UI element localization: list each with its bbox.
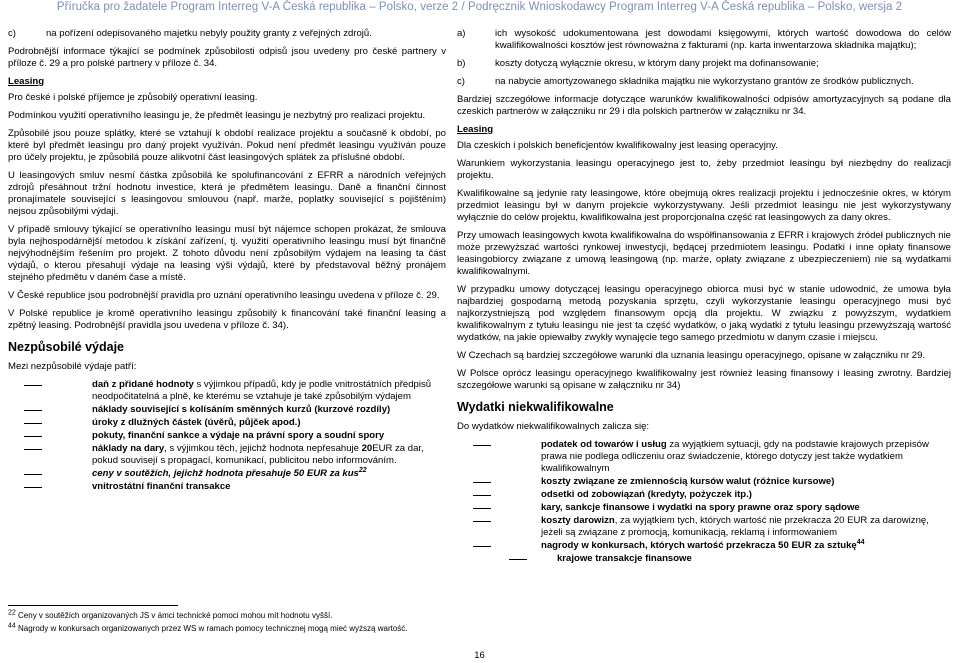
left-column-czech (8, 28, 446, 494)
leasing-heading: Leasing (457, 124, 494, 135)
item-marker: b) (457, 58, 466, 69)
footnote: $^{22}$ Ceny v soutěžích organizovaných JS v ámci technické pomoci mohou mít hodnotu vyšší. (8, 609, 333, 620)
paragraph: V Polské republice je kromě operativního leasingu způsobilý k financování také finanční leasing a zpětný leasing. Podrobnější pravidla jsou uvedena v příloze č. 34). (8, 308, 446, 331)
footnotes (8, 609, 708, 635)
list-item: ceny v soutěžích, jejichž hodnota přesahuje 50 EUR za kus$^{22}$ (8, 468, 446, 480)
paragraph: Bardziej szczegółowe informacje dotyczące warunków kwalifikowalności odpisów amortyzacyjnych są podane dla czeskich partnerów w załączniku nr 29 i dla polskich partnerów w załączniku nr 34. (457, 94, 951, 117)
paragraph: U leasingových smluv nesmí částka způsobilá ke spolufinancování z EFRR a národních veřejných zdrojů přesáhnout tržní hodnotu investice, která je předmětem leasingu. Daně a finanční činnost pronajímatele související s leasingovou smlouvou (např. marže, poplatky související s pojištěním) nejsou způsobilými výdaji. (8, 170, 446, 217)
list-item: koszty darowizn, za wyjątkiem tych, których wartość nie przekracza 20 EUR za darowiznę, jeżeli są związane z promocją, komunikacją, reklamą i informowaniem (457, 515, 951, 539)
paragraph: W przypadku umowy dotyczącej leasingu operacyjnego obiorca musi być w stanie udowodnić, że umowa była najbardziej gospodarną metodą pozyskania sprzętu, czyli wykorzystanie leasingu operacyjnego musi być najkorzystniejszą pod względem finansowym opcją dla projektu. W związku z powyższym, wydatkiem kwalifikowalnym z tytułu leasingu nie jest ta część wydatków, o jaką wydatki z tytułu leasingu przewyższają wartość wydatków, na jakie opiewałby zwykły wynajęcie tego samego przedmiotu w danym czasie i miejscu. (457, 284, 951, 343)
right-column-polish (457, 28, 951, 566)
ineligible-expenses-list (457, 439, 951, 565)
list-item: koszty związane ze zmiennością kursów walut (różnice kursowe) (457, 476, 951, 488)
item-marker: a) (457, 28, 466, 39)
paragraph: V případě smlouvy týkající se operativního leasingu musí být nájemce schopen prokázat, že smlouva byla nejhospodárnější metodou k získání zařízení, tj. využití operativního leasingu musí být finančně nejvýhodnějším řešením pro projekt. Z tohoto důvodu není způsobilým výdajem na leasing ta část výdajů, o kterou přesahují výdaje na leasing výši výdajů, které by představoval běžný pronájem stejného předmětu v daném čase a místě. (8, 224, 446, 283)
paragraph: Mezi nezpůsobilé výdaje patří: (8, 361, 137, 372)
list-item: krajowe transakcje finansowe (457, 553, 951, 565)
list-item: odsetki od zobowiązań (kredyty, pożyczek itp.) (457, 489, 951, 501)
condition-item-c (457, 76, 951, 88)
list-item: náklady na dary, s výjimkou těch, jejichž hodnota nepřesahuje 20EUR za dar, pokud souvisejí s propagací, komunikací, publicitou nebo informováním. (8, 443, 446, 467)
condition-item-a (457, 28, 951, 52)
section-heading: Nezpůsobilé výdaje (8, 340, 125, 354)
footnote-ref[interactable]: 22 (358, 466, 367, 474)
paragraph: Warunkiem wykorzystania leasingu operacyjnego jest to, żeby przedmiot leasingu był niezbędny do realizacji projektu. (457, 158, 951, 181)
item-text: koszty dotyczą wyłącznie okresu, w którym dany projekt ma dofinansowanie; (495, 58, 819, 69)
paragraph: Podrobnější informace týkající se podmínek způsobilosti odpisů jsou uvedeny pro české partnery v příloze č. 29 a pro polské partnery v příloze č. 34. (8, 46, 446, 69)
paragraph: Do wydatków niekwalifikowalnych zalicza się: (457, 421, 650, 432)
paragraph: Kwalifikowalne są jedynie raty leasingowe, które obejmują okres realizacji projektu i jednocześnie okres, w którym przedmiot leasingu był w danym projekcie wykorzystywany. Jeśli przedmiot leasingu nie jest wykorzystywany wyłącznie do celów projektu, kwalifikowalna jest proporcjonalna część rat leasingowych za dany okres. (457, 188, 951, 223)
document-header: Příručka pro žadatele Program Interreg V-A Česká republika – Polsko, verze 2 / Podręcznik Wnioskodawcy Program Interreg V-A Česká republika – Polsko, wersja 2 (56, 1, 903, 13)
list-item: nagrody w konkursach, których wartość przekracza 50 EUR za sztukę$^{44}$ (457, 540, 951, 552)
paragraph: Způsobilé jsou pouze splátky, které se vztahují k období realizace projektu a současně k období, po které byl předmět leasingu pro daný projekt využíván. Pokud není předmět leasingu využíván pouze pro účely projektu, je způsobilá pouze alikvotní část leasingových splátek za příslušné období. (8, 128, 446, 163)
item-marker: c) (8, 28, 16, 39)
footnote-divider (8, 605, 178, 606)
paragraph: Podmínkou využití operativního leasingu je, že předmět leasingu je nezbytný pro realizaci projektu. (8, 110, 426, 121)
paragraph: Dla czeskich i polskich beneficjentów kwalifikowalny jest leasing operacyjny. (457, 140, 778, 151)
list-item: daň z přidané hodnoty s výjimkou případů, kdy je podle vnitrostátních předpisů neodpočitatelná a plně, ke kterému se vztahuje je také způsobilým výdajem (8, 379, 446, 403)
page-number: 16 (474, 650, 485, 661)
paragraph: Pro české i polské příjemce je způsobilý operativní leasing. (8, 92, 258, 103)
list-item: náklady související s kolísáním směnných kurzů (kurzové rozdíly) (8, 404, 446, 416)
list-item: kary, sankcje finansowe i wydatki na spory prawne oraz spory sądowe (457, 502, 951, 514)
item-marker: c) (457, 76, 465, 87)
leasing-heading: Leasing (8, 76, 45, 87)
condition-item-b (457, 58, 951, 70)
item-text: na nabycie amortyzowanego składnika majątku nie wykorzystano grantów ze środków publicznych. (495, 76, 914, 87)
item-text: ich wysokość udokumentowana jest dowodami księgowymi, których wartość dowodowa do celów kwalifikowalności kosztów jest równoważna z fakturami (np. karta inwentarzowa składnika majątku); (495, 28, 951, 51)
paragraph: W Czechach są bardziej szczegółowe warunki dla uznania leasingu operacyjnego, opisane w załączniku nr 29. (457, 350, 926, 361)
paragraph: W Polsce oprócz leasingu operacyjnego kwalifikowalny jest również leasing finansowy i leasing zwrotny. Bardziej szczegółowe warunki są opisane w załączniku nr 34) (457, 368, 951, 391)
ineligible-expenses-list (8, 379, 446, 493)
section-heading: Wydatki niekwalifikowalne (457, 400, 614, 414)
condition-item-c (8, 28, 446, 40)
paragraph: Przy umowach leasingowych kwota kwalifikowalna do współfinansowania z EFRR i krajowych źródeł publicznych nie może przewyższać wartości rynkowej inwestycji, będącej przedmiotem leasingu. Podatki i inne opłaty finansowe leasingobiorcy związane z umową leasingową (np. marże, opłaty związane z ubezpieczeniem) nie są wydatkami kwalifikowalnymi. (457, 230, 951, 277)
list-item: úroky z dlužných částek (úvěrů, půjček apod.) (8, 417, 446, 429)
list-item: pokuty, finanční sankce a výdaje na právní spory a soudní spory (8, 430, 446, 442)
paragraph: V České republice jsou podrobnější pravidla pro uznání operativního leasingu uvedena v příloze č. 29. (8, 290, 440, 301)
footnote-ref[interactable]: 44 (856, 538, 865, 546)
footnote: $^{44}$ Nagrody w konkursach organizowanych przez WS w ramach pomocy technicznej mogą mieć wyższą wartość. (8, 622, 408, 633)
item-text: na pořízení odepisovaného majetku nebyly použity granty z veřejných zdrojů. (46, 28, 372, 39)
list-item: podatek od towarów i usług za wyjątkiem sytuacji, gdy na podstawie krajowych przepisów prawa nie podlega odliczeniu oraz świadczenie, którego dotyczy jest także wydatkiem kwalifikowalnym (457, 439, 951, 475)
list-item: vnitrostátní finanční transakce (8, 481, 446, 493)
